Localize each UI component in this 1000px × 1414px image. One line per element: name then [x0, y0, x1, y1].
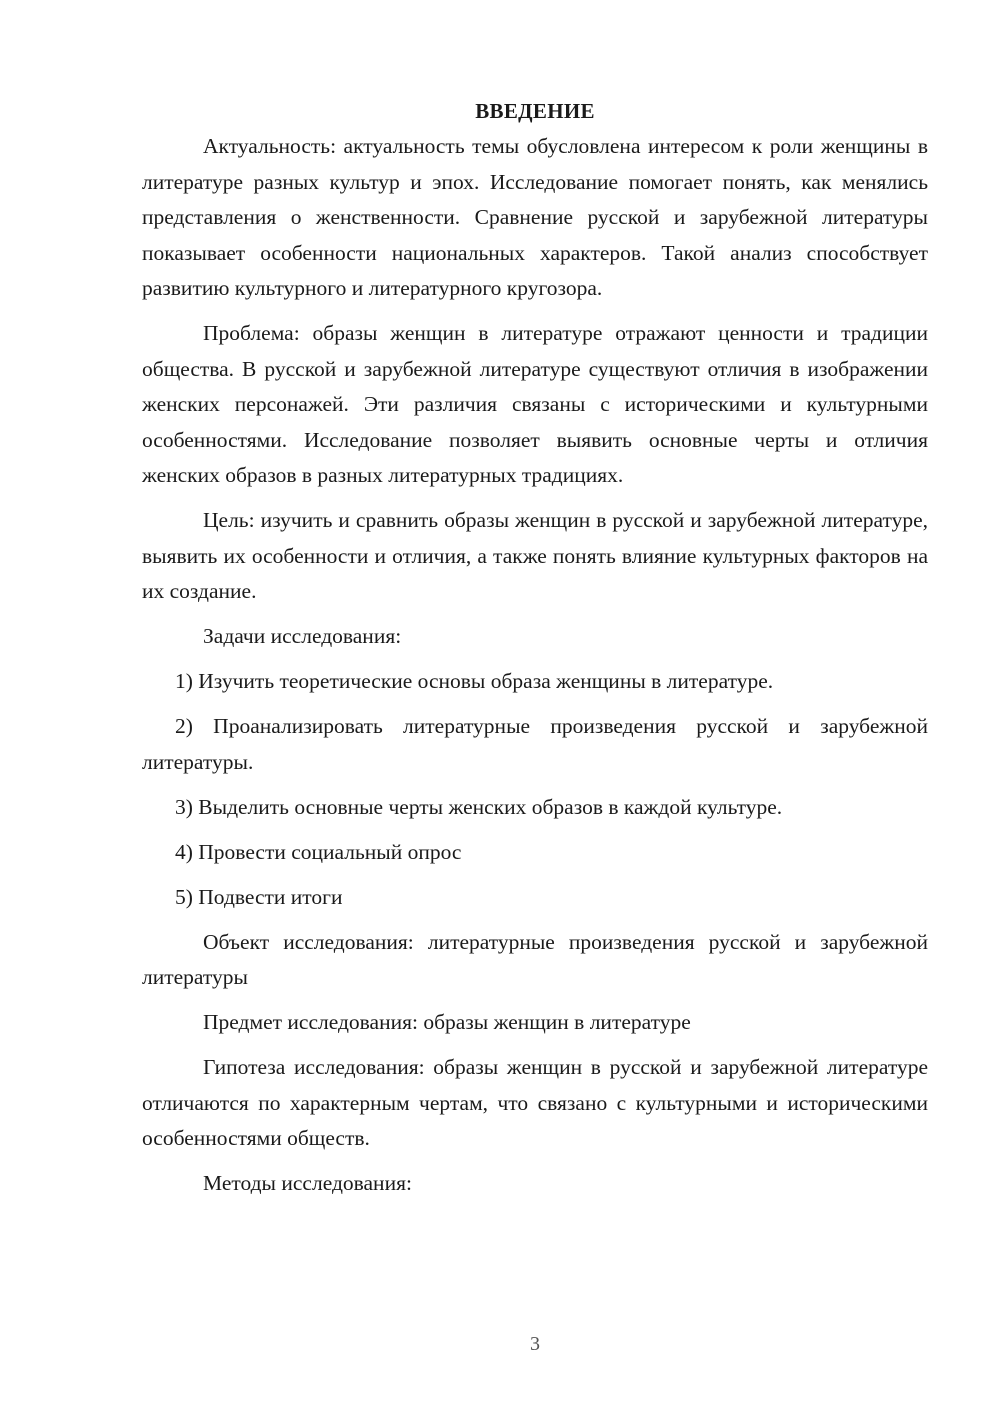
paragraph-tasks-title: Задачи исследования:: [203, 624, 402, 648]
paragraph-methods: Методы исследования:: [203, 1171, 412, 1195]
page-title: ВВЕДЕНИЕ: [475, 99, 595, 123]
list-item-task-5: 5) Подвести итоги: [175, 884, 343, 909]
document-page: [142, 94, 928, 1211]
list-item-task-1: 1) Изучить теоретические основы образа женщины в литературе.: [175, 669, 774, 693]
paragraph-object: Объект исследования: литературные произведения русской и зарубежной литературы: [142, 929, 928, 989]
paragraph-problem: Проблема: образы женщин в литературе отражают ценности и традиции общества. В русской и зарубежной литературе существуют отличия в изображении женских персонажей. Эти различия связаны с историческими и культурными особенностями. Исследование позволяет выявить основные черты и отличия женских образов в разных литературных традициях.: [142, 321, 928, 487]
list-item-task-2: 2) Проанализировать литературные произведения русской и зарубежной литературы.: [142, 714, 928, 774]
paragraph-subject: Предмет исследования: образы женщин в литературе: [203, 1010, 691, 1034]
paragraph-hypothesis: Гипотеза исследования: образы женщин в русской и зарубежной литературе отличаются по характерным чертам, что связано с культурными и историческими особенностями обществ.: [142, 1055, 928, 1150]
list-item-task-3: 3) Выделить основные черты женских образов в каждой культуре.: [175, 794, 783, 819]
page-number: 3: [530, 1333, 540, 1355]
paragraph-relevance: Актуальность: актуальность темы обусловлена интересом к роли женщины в литературе разных культур и эпох. Исследование помогает понять, как менялись представления о женственности. Сравнение русской и зарубежной литературы показывает особенности национальных характеров. Такой анализ способствует развитию культурного и литературного кругозора.: [142, 134, 928, 300]
paragraph-goal: Цель: изучить и сравнить образы женщин в русской и зарубежной литературе, выявить их особенности и отличия, а также понять влияние культурных факторов на их создание.: [142, 508, 928, 603]
list-item-task-4: 4) Провести социальный опрос: [175, 839, 462, 864]
